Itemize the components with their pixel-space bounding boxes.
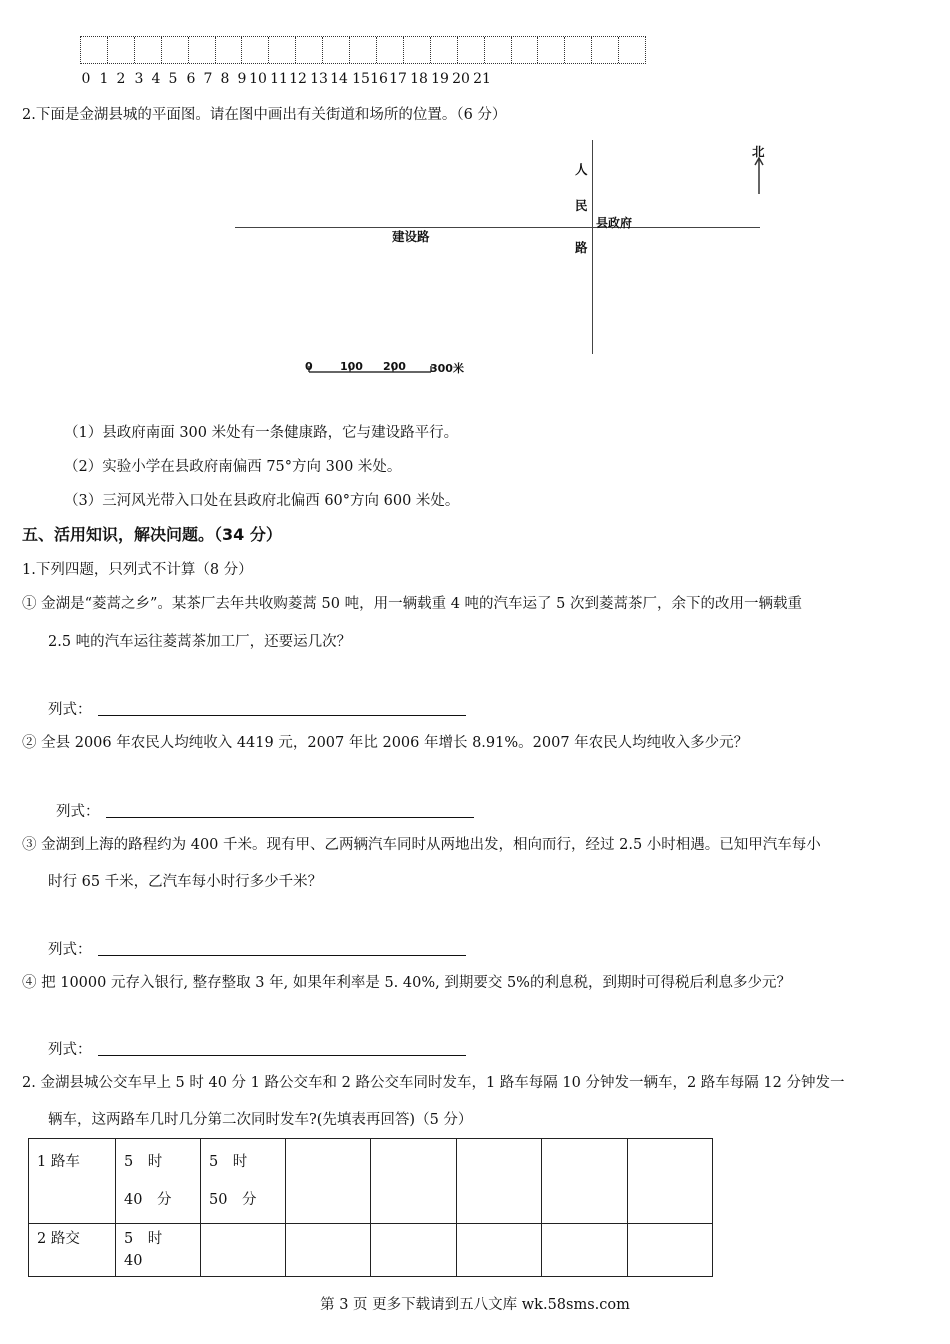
answer-label-3: 列式： [48,942,92,958]
ruler-cell [189,37,216,63]
table-cell: 1 路车 [29,1139,116,1224]
ruler-cell [135,37,162,63]
table-cell: 2 路交 [29,1224,116,1277]
table-row [29,1224,713,1277]
table-row [29,1139,713,1224]
renmin-road-char-3: 路 [575,240,588,255]
map-task-3: （3）三河风光带入口处在县政府北偏西 60°方向 600 米处。 [64,493,460,509]
problem-3-line-2: 时行 65 千米，乙汽车每小时行多少千米？ [48,874,323,890]
ruler-number: 2 [116,71,126,87]
number-line-ruler [80,36,646,64]
ruler-number: 15 [352,71,370,87]
town-map [230,138,775,383]
map-task-2: （2）实验小学在县政府南偏西 75°方向 300 米处。 [64,459,402,475]
answer-line-4[interactable] [98,1055,466,1056]
table-cell-blank[interactable] [371,1224,456,1277]
problem-3-line-1: ③ 金湖到上海的路程约为 400 千米。现有甲、乙两辆汽车同时从两地出发，相向而行，经过 2.5 小时相遇。已知甲汽车每小 [22,837,821,853]
scale-label-0: 0 [305,360,313,373]
ruler-cell [323,37,350,63]
ruler-cell [512,37,539,63]
renmin-road-char-1: 人 [575,162,588,177]
table-cell-blank[interactable] [456,1224,541,1277]
ruler-number: 3 [134,71,144,87]
problem-2-line-1: ② 全县 2006 年农民人均纯收入 4419 元，2007 年比 2006 年增长 8.91%。2007 年农民人均纯收入多少元？ [22,735,749,751]
q2-map-title: 2.下面是金湖县城的平面图。请在图中画出有关街道和场所的位置。（6 分） [22,107,507,123]
ruler-number: 18 [410,71,428,87]
ruler-number: 9 [237,71,247,87]
ruler-number: 16 [370,71,388,87]
ruler-number: 10 [249,71,267,87]
q1-title: 1.下列四题，只列式不计算（8 分） [22,562,253,578]
table-cell-blank[interactable] [627,1139,712,1224]
scale-label-100: 100 [340,360,363,373]
ruler-cell [538,37,565,63]
north-arrow-icon [754,156,764,196]
ruler-cell [404,37,431,63]
ruler-cell [565,37,592,63]
ruler-number: 1 [99,71,109,87]
ruler-cell [377,37,404,63]
table-cell-blank[interactable] [542,1139,627,1224]
ruler-number: 13 [310,71,328,87]
ruler-number: 17 [389,71,407,87]
renmin-road-line [592,140,593,354]
table-cell-blank[interactable] [371,1139,456,1224]
county-government-label: 县政府 [596,216,633,230]
table-cell: 5 时 40 [116,1224,201,1277]
ruler-cell [216,37,243,63]
renmin-road-char-2: 民 [575,198,588,213]
problem-1-line-2: 2.5 吨的汽车运往菱蒿茶加工厂，还要运几次？ [48,634,352,650]
ruler-cell [162,37,189,63]
problem-1-line-1: ① 金湖是“菱蒿之乡”。某茶厂去年共收购菱蒿 50 吨，用一辆载重 4 吨的汽车运了 5 次到菱蒿茶厂，余下的改用一辆载重 [22,596,802,612]
jianshe-road-label: 建设路 [392,229,430,244]
ruler-number: 14 [330,71,348,87]
problem-4-line-1: ④ 把 10000 元存入银行, 整存整取 3 年, 如果年利率是 5. 40%, 到期要交 5%的利息税，到期时可得税后利息多少元？ [22,975,791,991]
ruler-cell [296,37,323,63]
ruler-number: 21 [473,71,491,87]
ruler-number: 6 [186,71,196,87]
ruler-number: 8 [220,71,230,87]
q2-bus-line-1: 2. 金湖县城公交车早上 5 时 40 分 1 路公交车和 2 路公交车同时发车，1 路车每隔 10 分钟发一辆车，2 路车每隔 12 分钟发一 [22,1075,845,1091]
ruler-cell [431,37,458,63]
ruler-number: 20 [452,71,470,87]
bus-schedule-table [28,1138,713,1277]
answer-label-1: 列式： [48,702,92,718]
ruler-cell [619,37,645,63]
table-cell-blank[interactable] [627,1224,712,1277]
scale-label-300: 300米 [430,362,464,375]
table-cell: 5 时 40 分 [116,1139,201,1224]
scale-label-200: 200 [383,360,406,373]
map-task-1: （1）县政府南面 300 米处有一条健康路，它与建设路平行。 [64,425,459,441]
ruler-number: 4 [151,71,161,87]
ruler-number: 19 [431,71,449,87]
ruler-cell [592,37,619,63]
q2-bus-line-2: 辆车，这两路车几时几分第二次同时发车?(先填表再回答)（5 分） [48,1112,473,1128]
ruler-cell [485,37,512,63]
answer-line-1[interactable] [98,715,466,716]
answer-label-2: 列式： [56,804,100,820]
table-cell-blank[interactable] [542,1224,627,1277]
table-cell-blank[interactable] [286,1224,371,1277]
table-cell-blank[interactable] [286,1139,371,1224]
table-cell-blank[interactable] [456,1139,541,1224]
ruler-number: 7 [203,71,213,87]
jianshe-road-line [235,227,760,228]
north-label: 北 [752,144,765,159]
answer-label-4: 列式： [48,1042,92,1058]
table-cell: 5 时 50 分 [201,1139,286,1224]
ruler-cell [350,37,377,63]
answer-line-3[interactable] [98,955,466,956]
answer-line-2[interactable] [106,817,474,818]
scale-bar [305,363,435,379]
page-footer: 第 3 页 更多下载请到五八文库 wk.58sms.com [320,1297,630,1313]
table-cell-blank[interactable] [201,1224,286,1277]
ruler-number: 0 [81,71,91,87]
ruler-number: 5 [168,71,178,87]
ruler-cell [242,37,269,63]
ruler-cell [458,37,485,63]
ruler-cell [269,37,296,63]
ruler-cell [81,37,108,63]
ruler-number: 12 [289,71,307,87]
ruler-numbers [0,71,950,89]
ruler-number: 11 [270,71,288,87]
section-5-heading: 五、活用知识，解决问题。（34 分） [22,525,282,544]
ruler-cell [108,37,135,63]
